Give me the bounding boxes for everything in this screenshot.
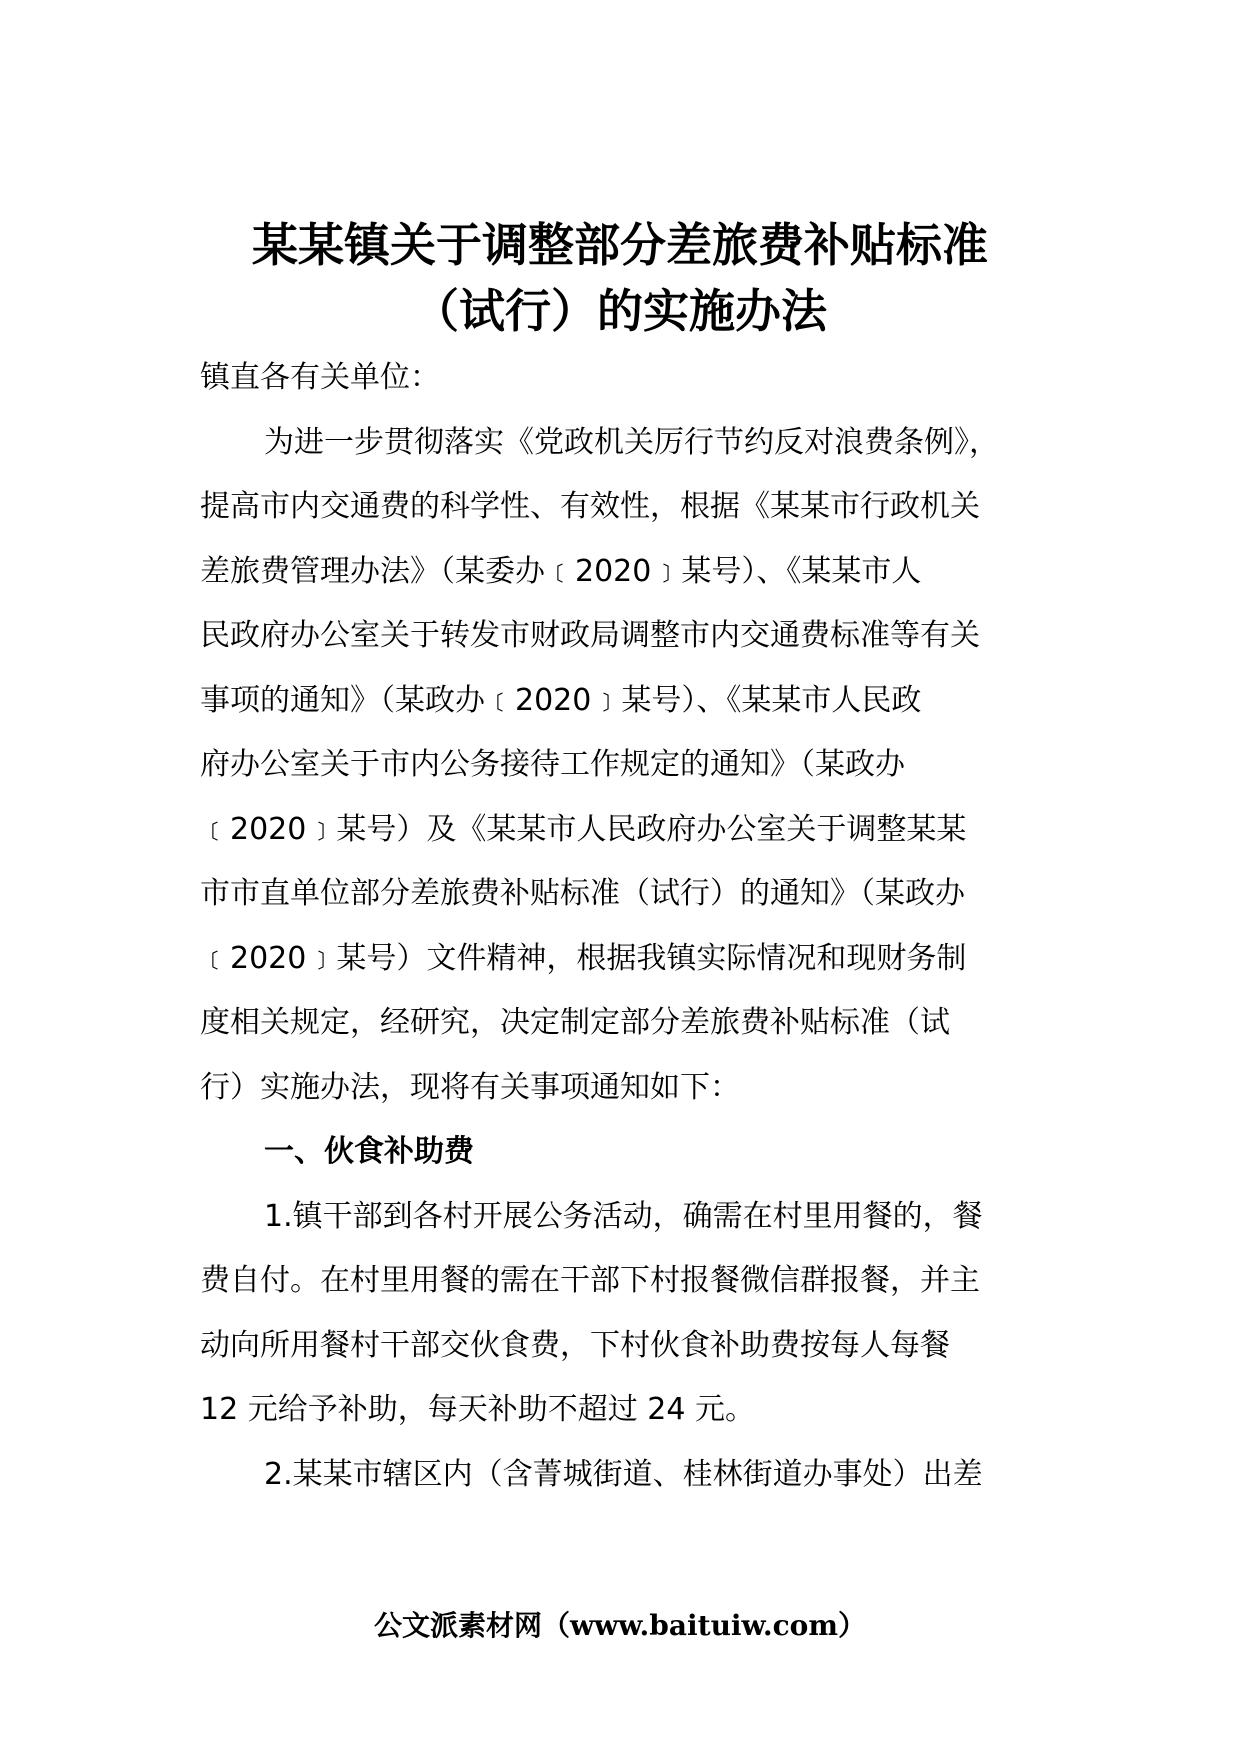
- addressee: 镇直各有关单位：: [200, 360, 440, 395]
- paragraph-line: 12 元给予补助，每天补助不超过 24 元。: [200, 1392, 755, 1427]
- paragraph-line: 市市直单位部分差旅费补贴标准（试行）的通知》（某政办: [200, 876, 965, 911]
- paragraph-line: 民政府办公室关于转发市财政局调整市内交通费标准等有关: [200, 618, 980, 653]
- paragraph-line: 提高市内交通费的科学性、有效性，根据《某某市行政机关: [200, 489, 980, 524]
- footer-watermark: 公文派素材网（www.baituiw.com）: [374, 1609, 866, 1642]
- paragraph-line: 事项的通知》（某政办﹝2020﹞某号）、《某某市人民政: [200, 682, 922, 718]
- paragraph-line: 差旅费管理办法》（某委办﹝2020﹞某号）、《某某市人: [200, 553, 922, 589]
- paragraph-line: 动向所用餐村干部交伙食费，下村伙食补助费按每人每餐: [200, 1327, 950, 1363]
- paragraph-line: 1.镇干部到各村开展公务活动，确需在村里用餐的，餐: [264, 1198, 983, 1234]
- document-title-line-2: （试行）的实施办法: [413, 284, 827, 338]
- paragraph-line: 府办公室关于市内公务接待工作规定的通知》（某政办: [200, 747, 905, 782]
- paragraph-line: 度相关规定，经研究，决定制定部分差旅费补贴标准（试: [200, 1005, 950, 1040]
- paragraph-line: 为进一步贯彻落实《党政机关厉行节约反对浪费条例》，: [264, 424, 999, 460]
- paragraph-line: ﹝2020﹞某号）文件精神，根据我镇实际情况和现财务制: [200, 940, 967, 976]
- paragraph-line: 2.某某市辖区内（含菁城街道、桂林街道办事处）出差: [264, 1456, 983, 1492]
- paragraph-line: 行）实施办法，现将有关事项通知如下：: [200, 1069, 740, 1105]
- document-body: [200, 346, 1080, 1507]
- paragraph-line: 费自付。在村里用餐的需在干部下村报餐微信群报餐，并主: [200, 1263, 980, 1298]
- section-heading: 一、伙食补助费: [264, 1134, 474, 1169]
- paragraph-line: ﹝2020﹞某号）及《某某市人民政府办公室关于调整某某: [200, 811, 967, 847]
- document-title-line-1: 某某镇关于调整部分差旅费补贴标准: [252, 218, 988, 272]
